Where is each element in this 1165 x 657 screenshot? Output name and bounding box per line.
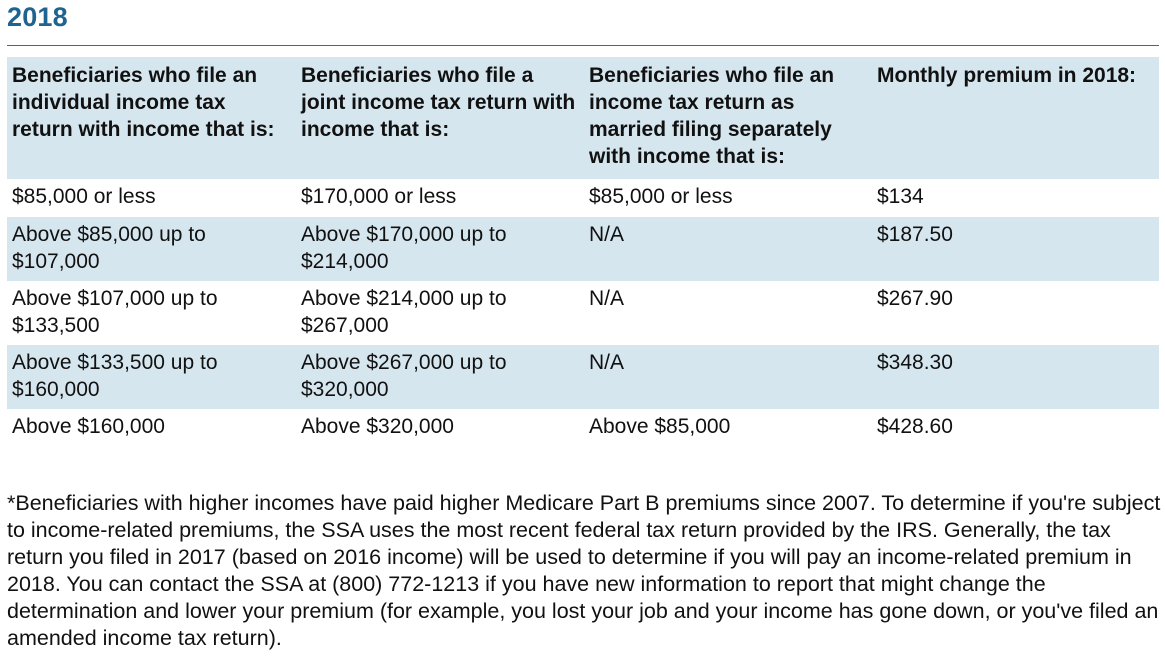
- cell-joint: Above $320,000: [301, 415, 454, 438]
- premium-table: [7, 57, 1159, 447]
- cell-married-separately: Above $85,000: [589, 415, 731, 438]
- table-row: [7, 179, 1159, 217]
- cell-individual: Above $85,000 up to $107,000: [7, 217, 296, 281]
- table-row: [7, 281, 1159, 345]
- cell-joint: Above $214,000 up to $267,000: [301, 287, 507, 337]
- cell-premium: $187.50: [872, 217, 1159, 281]
- table-body: [7, 179, 1159, 447]
- cell-premium: $134: [877, 185, 924, 208]
- cell-premium: $348.30: [872, 345, 1159, 409]
- header-individual: Beneficiaries who file an individual income tax return with income that is:: [7, 57, 296, 179]
- cell-joint: Above $267,000 up to $320,000: [296, 345, 584, 409]
- cell-married-separately: $85,000 or less: [589, 185, 733, 208]
- cell-joint: $170,000 or less: [301, 185, 457, 208]
- header-monthly-premium: Monthly premium in 2018:: [872, 57, 1159, 179]
- cell-individual: Above $133,500 up to $160,000: [7, 345, 296, 409]
- table-row: [7, 217, 1159, 281]
- cell-married-separately: N/A: [584, 217, 872, 281]
- cell-individual: $85,000 or less: [12, 185, 156, 208]
- header-row: [7, 57, 1159, 179]
- footnote: *Beneficiaries with higher incomes have paid higher Medicare Part B premiums since 2007. To determine if you're subject to income-related premiums, the SSA uses the most recent federal tax return provided by the IRS. Generally, the tax return you filed in 2017 (based on 2016 income) will be used to determine if you will pay an income-related premium in 2018. You can contact the SSA at (800) 772-1213 if you have new information to report that might change the determination and lower your premium (for example, you lost your job and your income has gone down, or you've filed an amended income tax return).: [7, 491, 1161, 650]
- cell-individual: Above $107,000 up to $133,500: [12, 287, 218, 337]
- cell-married-separately: N/A: [584, 345, 872, 409]
- table-row: [7, 409, 1159, 447]
- title-divider: [7, 45, 1159, 46]
- header-married-separately: Beneficiaries who file an income tax return as married filing separately with income that is:: [584, 57, 872, 179]
- table-header: [7, 57, 1159, 179]
- page-title: 2018: [7, 2, 68, 32]
- table-row: [7, 345, 1159, 409]
- cell-married-separately: N/A: [589, 287, 625, 310]
- cell-individual: Above $160,000: [12, 415, 165, 438]
- cell-joint: Above $170,000 up to $214,000: [296, 217, 584, 281]
- cell-premium: $267.90: [877, 287, 953, 310]
- header-joint: Beneficiaries who file a joint income tax return with income that is:: [296, 57, 584, 179]
- cell-premium: $428.60: [877, 415, 953, 438]
